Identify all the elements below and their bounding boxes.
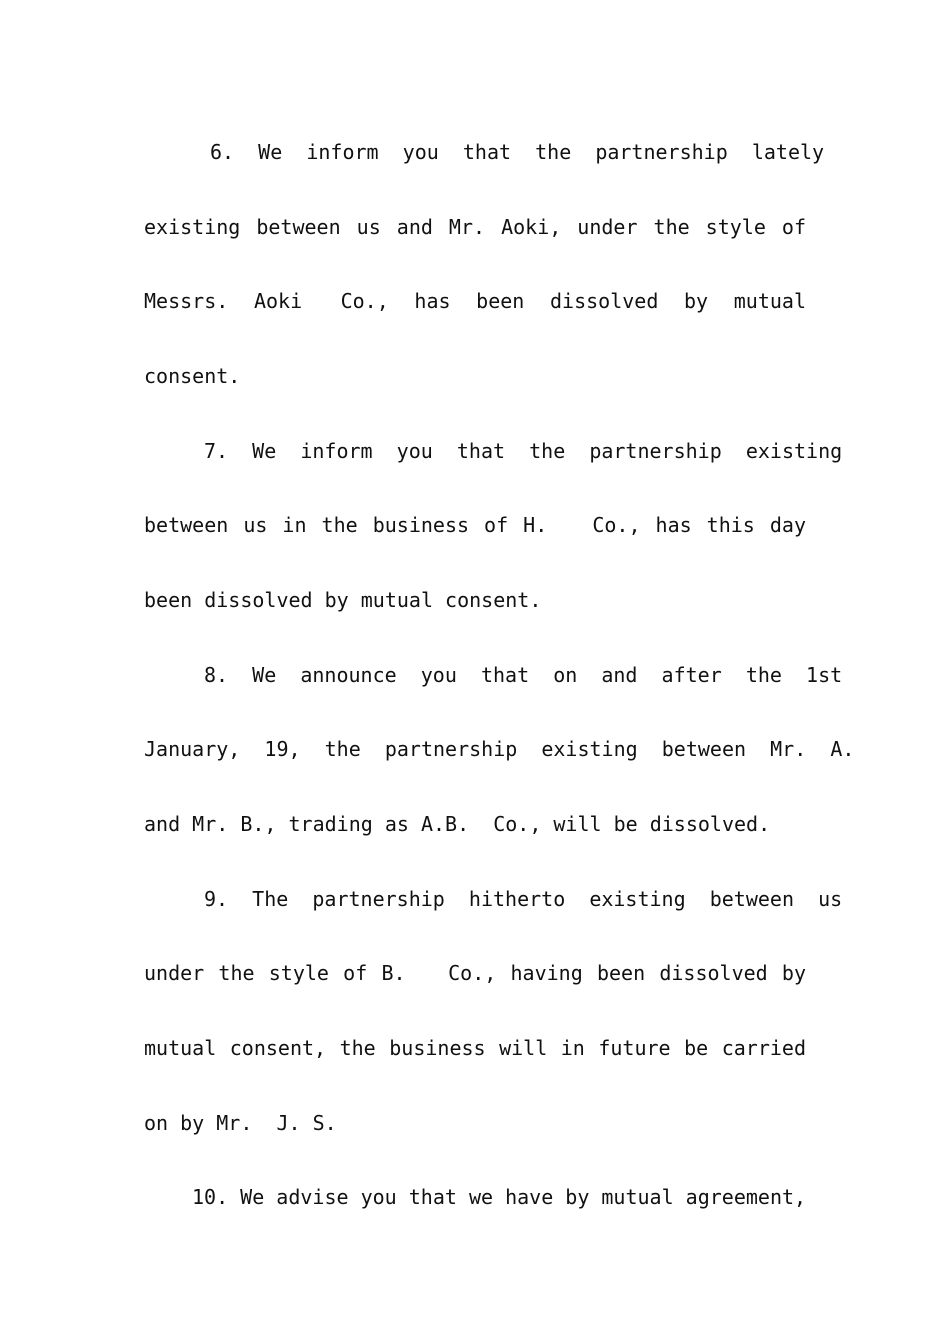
paragraph-7-line-2: between us in the business of H. Co., has this day [144,513,806,537]
paragraph-7-line-3: been dissolved by mutual consent. [144,588,542,612]
paragraph-9-line-4: on by Mr. J. S. [144,1111,337,1135]
paragraph-9-line-3: mutual consent, the business will in future be carried [144,1036,806,1060]
paragraph-6-line-4: consent. [144,364,241,388]
paragraph-9-line-2: under the style of B. Co., having been dissolved by [144,961,806,985]
paragraph-8-line-2: January, 19, the partnership existing between Mr. A. [144,737,855,761]
paragraph-8-line-1: 8. We announce you that on and after the 1st [204,663,843,687]
paragraph-10-line-1: 10. We advise you that we have by mutual agreement, [192,1185,807,1209]
paragraph-6-line-2: existing between us and Mr. Aoki, under the style of [144,215,806,239]
paragraph-6-line-1: 6. We inform you that the partnership lately [210,140,825,164]
paragraph-9-line-1: 9. The partnership hitherto existing between us [204,887,843,911]
paragraph-7-line-1: 7. We inform you that the partnership existing [204,439,843,463]
paragraph-8-line-3: and Mr. B., trading as A.B. Co., will be dissolved. [144,812,771,836]
paragraph-6-line-3: Messrs. Aoki Co., has been dissolved by mutual [144,289,806,313]
